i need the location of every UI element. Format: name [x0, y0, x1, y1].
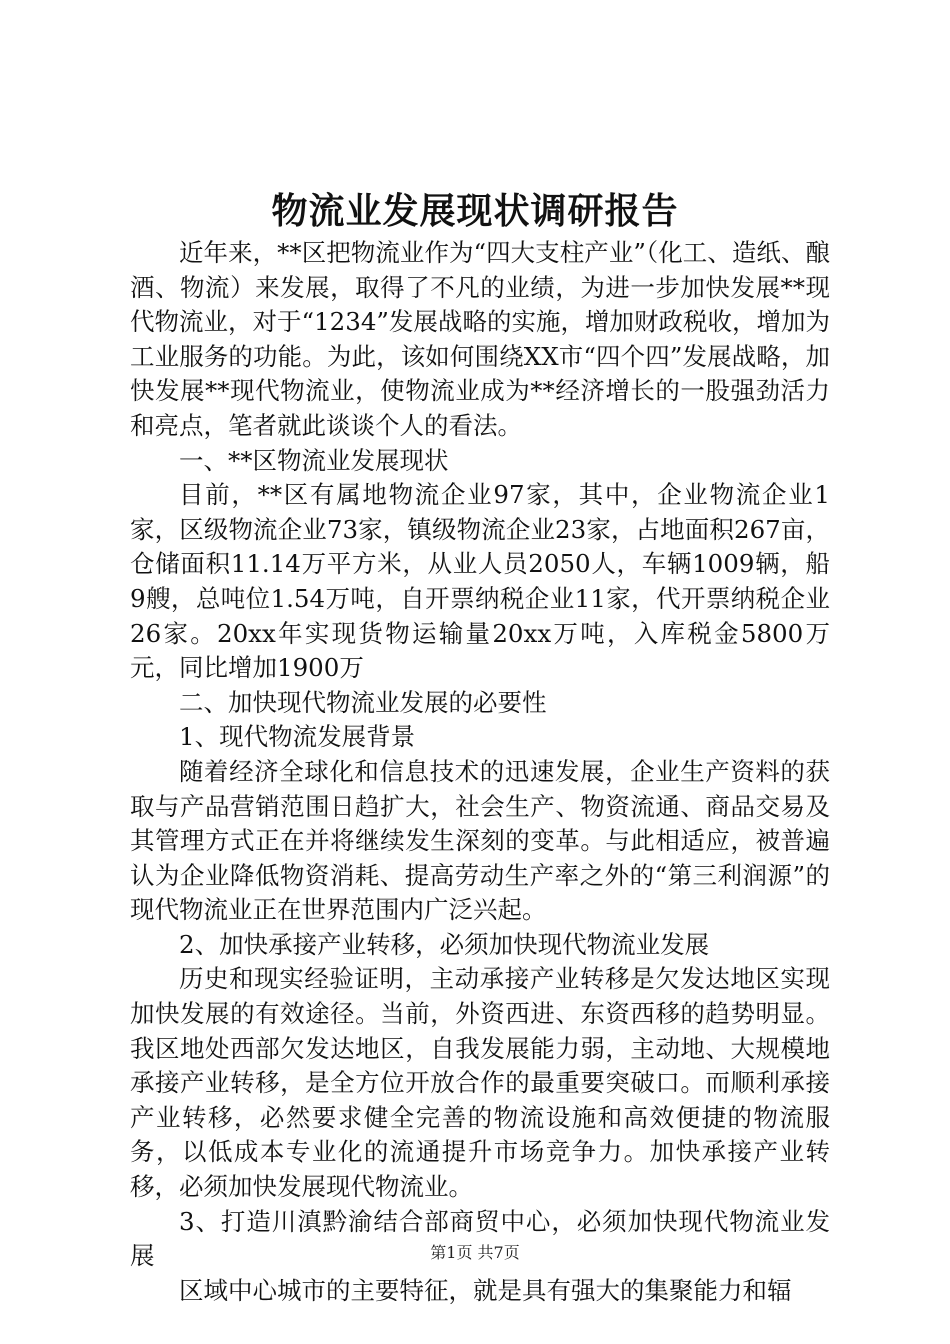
paragraph-status: 目前，**区有属地物流企业97家，其中，企业物流企业1家，区级物流企业73家，镇级物流企业23家，占地面积267亩，仓储面积11.14万平方米，从业人员2050人，车辆1009辆，船9艘，总吨位1.54万吨，自开票纳税企业11家，代开票纳税企业26家。20xx年实现货物运输量20xx万吨，入库税金5800万元，同比增加1900万 — [130, 480, 830, 683]
subsection-heading-2: 2、加快承接产业转移，必须加快现代物流业发展 — [179, 929, 710, 959]
paragraph-industry-transfer: 历史和现实经验证明，主动承接产业转移是欠发达地区实现加快发展的有效途径。当前，外资西进、东资西移的趋势明显。我区地处西部欠发达地区，自我发展能力弱，主动地、大规模地承接产业转移，是全方位开放合作的最重要突破口。而顺利承接产业转移，必然要求健全完善的物流设施和高效便捷的物流服务，以低成本专业化的流通提升市场竞争力。加快承接产业转移，必须加快发展现代物流业。 — [130, 964, 830, 1202]
paragraph-intro: 近年来，**区把物流业作为“四大支柱产业”（化工、造纸、酿酒、物流）来发展，取得了不凡的业绩，为进一步加快发展**现代物流业，对于“1234”发展战略的实施，增加财政税收，增加为工业服务的功能。为此，该如何围绕XX市“四个四”发展战略，加快发展**现代物流业，使物流业成为**经济增长的一股强劲活力和亮点，笔者就此谈谈个人的看法。 — [130, 238, 830, 440]
subsection-heading-3: 3、打造川滇黔渝结合部商贸中心，必须加快现代物流业发展 — [130, 1206, 830, 1271]
page-footer: 第1页 共7页 — [430, 1243, 520, 1262]
paragraph-background: 随着经济全球化和信息技术的迅速发展，企业生产资料的获取与产品营销范围日趋扩大，社会生产、物资流通、商品交易及其管理方式正在并将继续发生深刻的变革。与此相适应，被普遍认为企业降低物资消耗、提高劳动生产率之外的“第三利润源”的现代物流业正在世界范围内广泛兴起。 — [130, 756, 830, 925]
section-heading-2: 二、加快现代物流业发展的必要性 — [179, 687, 547, 717]
paragraph-regional-center: 区域中心城市的主要特征，就是具有强大的集聚能力和辐 — [179, 1275, 792, 1305]
document-title: 物流业发展现状调研报告 — [271, 190, 679, 232]
subsection-heading-1: 1、现代物流发展背景 — [179, 722, 416, 752]
document-body — [130, 236, 830, 1308]
section-heading-1: 一、**区物流业发展现状 — [179, 445, 449, 475]
